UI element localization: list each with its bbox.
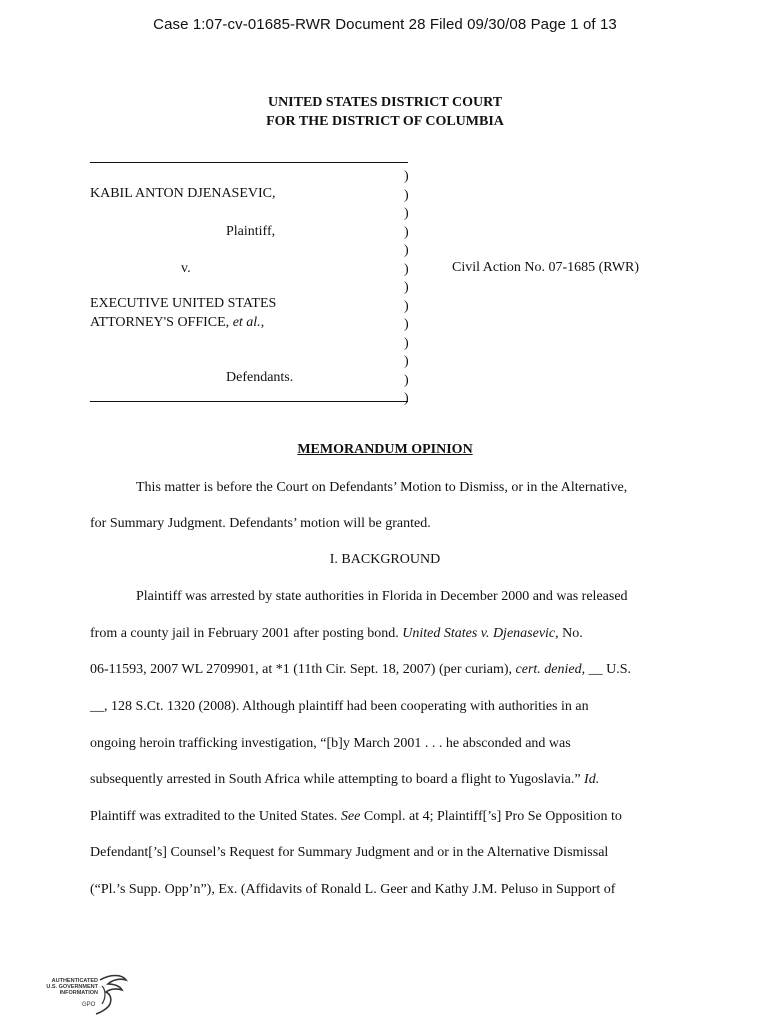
background-line-8: Defendant[’s] Counsel’s Request for Summary Judgment and or in the Alternative Dismissal xyxy=(90,845,609,860)
text-run: Compl. at 4; Plaintiff[’s] Pro Se Opposition to xyxy=(360,809,622,824)
court-name: UNITED STATES DISTRICT COURT xyxy=(267,95,503,110)
caption-bottom-rule xyxy=(90,401,408,402)
defendant-name-prefix: ATTORNEY'S OFFICE, xyxy=(90,315,233,330)
seal-line-3: INFORMATION xyxy=(59,990,98,996)
case-header: Case 1:07-cv-01685-RWR Document 28 Filed 09/30/08 Page 1 of 13 xyxy=(153,16,617,33)
background-line-6 xyxy=(90,772,599,788)
plaintiff-name: KABIL ANTON DJENASEVIC, xyxy=(90,186,276,201)
defendant-name-suffix: , xyxy=(260,315,265,330)
section-heading: I. BACKGROUND xyxy=(329,552,441,567)
see-signal: See xyxy=(340,809,361,824)
court-district: FOR THE DISTRICT OF COLUMBIA xyxy=(266,114,504,129)
defendant-name-line2 xyxy=(90,315,264,331)
text-run: from a county jail in February 2001 after posting bond. xyxy=(90,626,403,641)
background-line-7 xyxy=(90,809,622,825)
intro-line-1: This matter is before the Court on Defendants’ Motion to Dismiss, or in the Alternative, xyxy=(136,480,628,495)
text-run: , __ U.S. xyxy=(581,662,632,677)
caption-top-rule xyxy=(90,162,408,163)
et-al: et al. xyxy=(232,315,261,330)
versus: v. xyxy=(181,261,191,276)
civil-action-number: Civil Action No. 07-1685 (RWR) xyxy=(452,260,640,275)
caption-parens: ) ) ) ) ) ) ) ) ) ) ) ) ) xyxy=(404,169,409,406)
seal-gpo-text: GPO xyxy=(82,1002,96,1008)
defendant-name-line1: EXECUTIVE UNITED STATES xyxy=(90,296,277,311)
cert-denied: cert. denied xyxy=(515,662,582,677)
text-run: Plaintiff was extradited to the United States. xyxy=(90,809,341,824)
case-citation: United States v. Djenasevic xyxy=(402,626,556,641)
background-line-3 xyxy=(90,662,631,678)
background-line-9: (“Pl.’s Supp. Opp’n”), Ex. (Affidavits of Ronald L. Geer and Kathy J.M. Peluso in Support of xyxy=(90,882,616,897)
defendant-role: Defendants. xyxy=(226,370,294,385)
seal-line-2: U.S. GOVERNMENT xyxy=(46,984,98,990)
eagle-icon xyxy=(40,972,132,1018)
intro-line-2: for Summary Judgment. Defendants’ motion will be granted. xyxy=(90,516,431,531)
seal-line-1: AUTHENTICATED xyxy=(51,978,98,984)
text-run: 06-11593, 2007 WL 2709901, at *1 (11th Cir. Sept. 18, 2007) (per curiam), xyxy=(90,662,516,677)
gpo-authentication-seal xyxy=(40,972,132,1018)
id-citation: Id. xyxy=(584,772,600,787)
background-line-1: Plaintiff was arrested by state authorities in Florida in December 2000 and was released xyxy=(136,589,628,604)
memorandum-title: MEMORANDUM OPINION xyxy=(297,442,473,457)
text-run: , No. xyxy=(555,626,583,641)
background-line-5: ongoing heroin trafficking investigation, “[b]y March 2001 . . . he absconded and was xyxy=(90,736,571,751)
text-run: subsequently arrested in South Africa while attempting to board a flight to Yugoslavia.” xyxy=(90,772,585,787)
plaintiff-role: Plaintiff, xyxy=(226,224,276,239)
background-line-2 xyxy=(90,626,583,642)
background-line-4: __, 128 S.Ct. 1320 (2008). Although plaintiff had been cooperating with authorities in an xyxy=(90,699,589,714)
